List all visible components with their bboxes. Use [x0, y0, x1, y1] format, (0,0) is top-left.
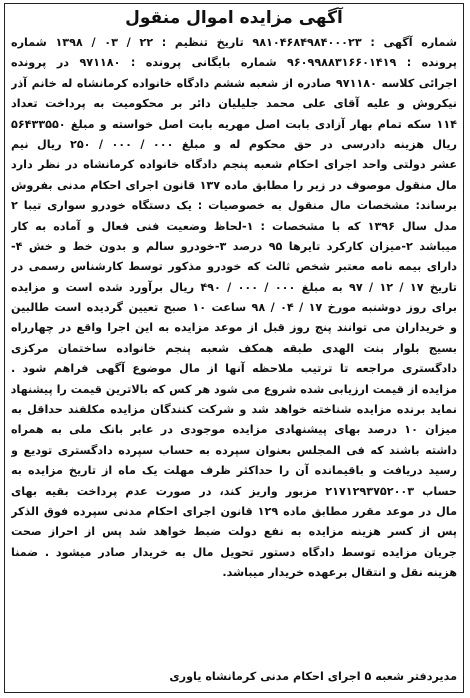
- body-line: مال منقول موصوف در زیر را مطابق ماده ۱۳۷ قانون اجرای احکام مدنی بفروش: [11, 178, 457, 192]
- body-line: پرونده : ۹۶۰۹۹۸۸۳۱۶۶۰۱۴۱۹ شماره بایگانی پرونده : ۹۷۱۱۸۰ در پرونده: [11, 56, 457, 70]
- body-line: مدل سال ۱۳۹۶ که با مشخصات : ۱-لحاظ وضعیت فنی فعال و آماده به کار: [11, 219, 457, 233]
- body-line: حساب ۲۱۷۱۲۹۳۷۵۲۰۰۳ مزبور واریز کند، در صورت عدم پرداخت بقیه بهای: [11, 484, 457, 498]
- body-line: شماره آگهی : ۹۸۱۰۴۶۸۴۹۸۴۰۰۰۲۳ تاریخ تنظیم : ۲۲ / ۰۳ / ۱۳۹۸ شماره: [11, 36, 457, 49]
- body-line: نیکروش و علیه آقای علی محمد جلیلیان دائر بر محکومیت به پرداخت تعداد: [11, 97, 457, 111]
- notice-body: [11, 33, 457, 584]
- body-line: نماید برنده مزایده شناخته خواهد شد و شرکت کنندگان مزایده مکلفند حداقل به: [11, 403, 457, 417]
- body-line: میباشد ۲-میزان کارکرد تایرها ۹۵ درصد ۳-خودرو سالم و بدون خط و خش ۴-: [11, 239, 457, 253]
- body-line: اجرائی کلاسه ۹۷۱۱۸۰ صادره از شعبه ششم دادگاه خانواده کرمانشاه له خانم آذر: [11, 76, 457, 90]
- body-line: پس از کسر هزینه مزایده به نفع دولت ضبط خواهد شد پس از احراز صحت: [11, 525, 457, 539]
- notice-title: آگهی مزایده اموال منقول: [125, 8, 343, 28]
- body-line: رسید دریافت و باقیمانده آن را حداکثر ظرف مهلت یک ماه از تاریخ مزایده به: [11, 464, 457, 478]
- body-line: میزان ۱۰ درصد بهای پیشنهادی مزایده موجودی در عابر بانک ملی به همراه: [11, 423, 457, 437]
- body-line: بسیج بلوار بنت الهدی طبقه همکف شعبه پنجم خانواده ساختمان مرکزی: [11, 341, 457, 355]
- body-line: داشته باشند که فی المجلس بعنوان سپرده به حساب سپرده دادگستری تودیع و: [11, 443, 457, 457]
- body-line: ریال هزینه دادرسی در حق محکوم له و مبلغ ۰۰۰ / ۰۰۰ / ۲۵۰ ریال نیم: [11, 137, 457, 151]
- body-line: مزایده از قیمت ارزیابی شده شروع می شود هر کس که بالاترین قیمت را پیشنهاد: [11, 382, 457, 396]
- body-line: دادگستری مراجعه تا ترتیب ملاحظه آنها از مال موضوع آگهی فراهم شود .: [11, 362, 457, 376]
- body-line: تاریخ ۱۷ / ۱۲ / ۹۷ به مبلغ ۰۰۰ / ۰۰۰ / ۴۹۰ ریال برآورد شده است و مزایده: [11, 280, 457, 294]
- body-line: برساند: مشخصات مال منقول به خصوصیات : یک دستگاه خودرو سواری تیبا ۲: [11, 199, 457, 213]
- body-line: برای روز دوشنبه مورخ ۱۷ / ۰۴ / ۹۸ ساعت ۱۰ صبح تعیین گردیده است طالبین: [11, 301, 457, 315]
- body-line: و خریداران می توانند پنج روز قبل از موعد مزایده به این اجرا واقع در چهارراه: [11, 321, 457, 335]
- body-line: ۱۱۴ سکه تمام بهار آزادی بابت اصل مهریه بابت اصل خواسته و مبلغ ۵۶۴۳۳۵۵۰: [11, 117, 457, 131]
- body-line: مال در موعد مقرر مطابق ماده ۱۲۹ قانون اجرای احکام مدنی سپرده فوق الذکر: [11, 504, 457, 518]
- body-line: عشر دولتی واحد اجرای احکام شعبه پنجم دادگاه خانواده کرمانشاه در نظر دارد: [11, 158, 457, 172]
- body-line: جریان مزایده توسط دادگاه دستور تحویل مال به خریدار صادر میشود . ضمنا: [11, 545, 457, 559]
- body-line: هزینه نقل و انتقال برعهده خریدار میباشد.: [222, 566, 457, 580]
- auction-notice: [4, 3, 464, 693]
- body-line: دارای بیمه نامه معتبر شخص ثالث که خودرو مذکور توسط کارشناس رسمی در: [11, 260, 457, 274]
- notice-signature: مدیردفتر شعبه ۵ اجرای احکام مدنی کرمانشاه یاوری: [169, 670, 457, 683]
